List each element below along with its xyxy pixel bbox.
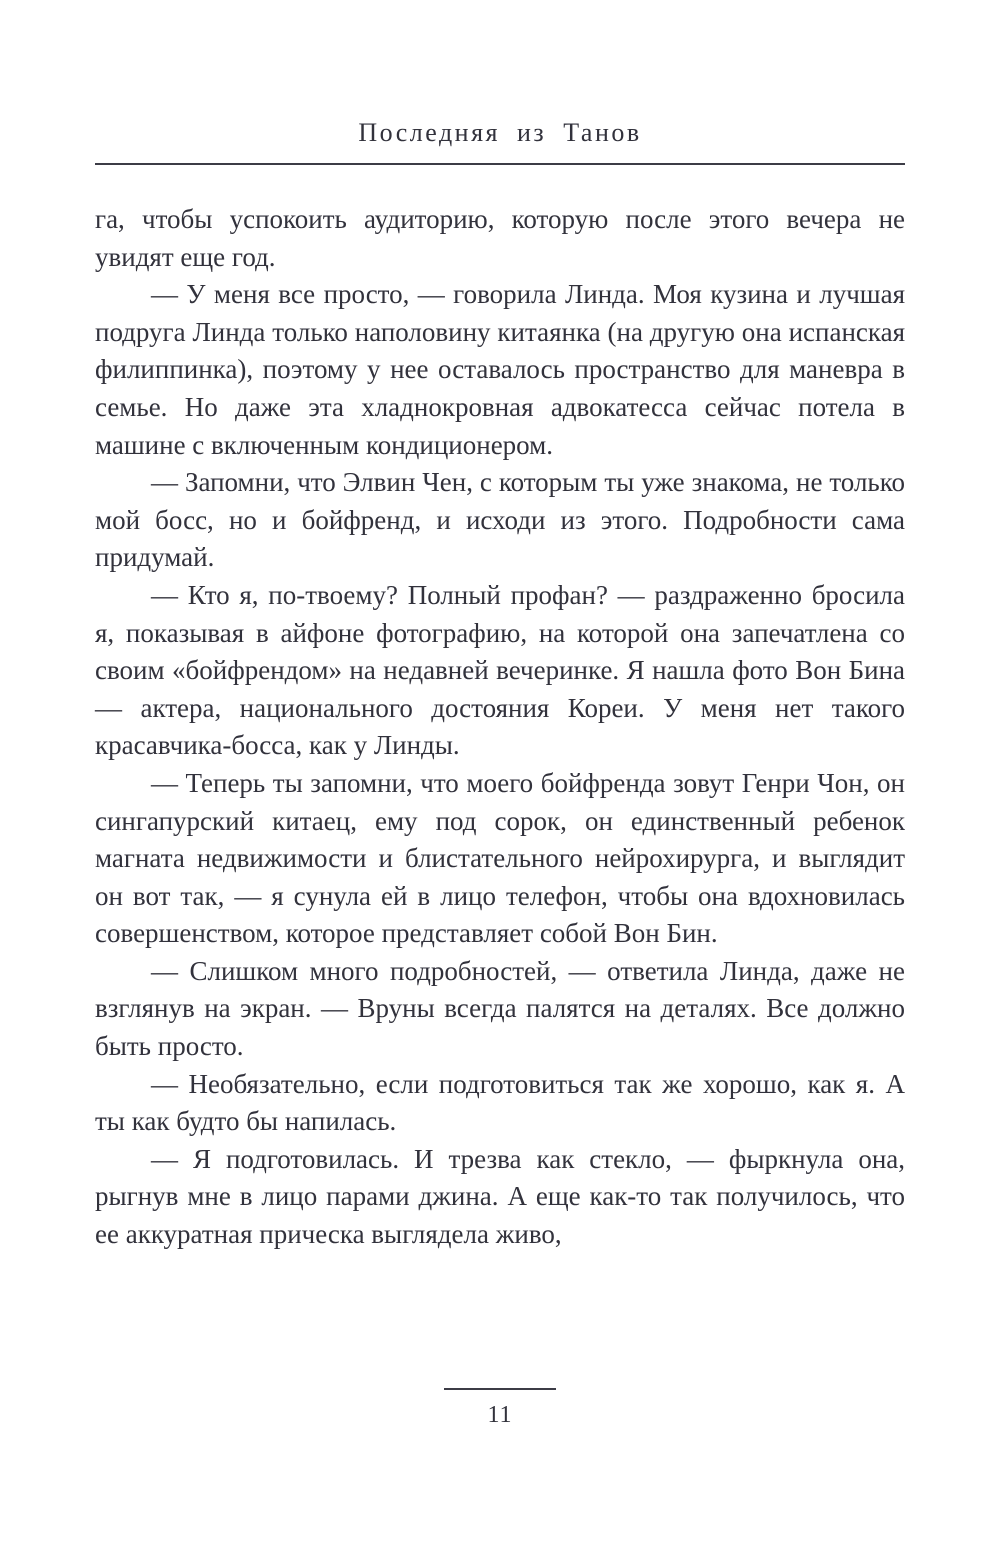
paragraph: — Я подготовилась. И трезва как стекло, — фыркнула она, рыгнув мне в лицо парами джина. А еще как-то так получилось, что ее аккуратная прическа выглядела живо, — [95, 1143, 905, 1250]
page-footer — [0, 1388, 1000, 1429]
page-number: 11 — [487, 1402, 513, 1428]
paragraph: — У меня все просто, — говорила Линда. Моя кузина и лучшая подруга Линда только наполовину китаянка (на другую она испанская филиппинка), поэтому у нее оставалось пространство для маневра в семье. Но даже эта хладнокровная адвокатесса сейчас потела в машине с включенным кондиционером. — [95, 279, 905, 460]
paragraph: — Запомни, что Элвин Чен, с которым ты уже знакома, не только мой босс, но и бойфренд, и исходи из этого. Подробности сама придумай. — [95, 467, 905, 573]
paragraph: — Теперь ты запомни, что моего бойфренда зовут Генри Чон, он сингапурский китаец, ему под сорок, он единственный ребенок магната недвижимости и блистательного нейрохирурга, и выглядит он вот так, — я сунула ей в лицо телефон, чтобы она вдохновилась совершенством, которое представляет собой Вон Бин. — [95, 767, 905, 949]
paragraph: — Кто я, по-твоему? Полный профан? — раздраженно бросила я, показывая в айфоне фотографию, на которой она запечатлена со своим «бойфрендом» на недавней вечеринке. Я нашла фото Вон Бина — актера, национального достояния Кореи. У меня нет такого красавчика-босса, как у Линды. — [95, 579, 905, 761]
running-head-title: Последняя из Танов — [358, 118, 642, 147]
paragraph: — Необязательно, если подготовиться так же хорошо, как я. А ты как будто бы напилась. — [95, 1068, 905, 1137]
page-header — [95, 118, 905, 165]
header-rule — [95, 163, 905, 165]
text-block — [95, 201, 905, 1254]
paragraph: — Слишком много подробностей, — ответила Линда, даже не взглянув на экран. — Вруны всегда палятся на деталях. Все должно быть просто. — [95, 955, 905, 1062]
paragraph: га, чтобы успокоить аудиторию, которую после этого вечера не увидят еще год. — [95, 204, 905, 272]
footer-rule — [444, 1388, 556, 1390]
